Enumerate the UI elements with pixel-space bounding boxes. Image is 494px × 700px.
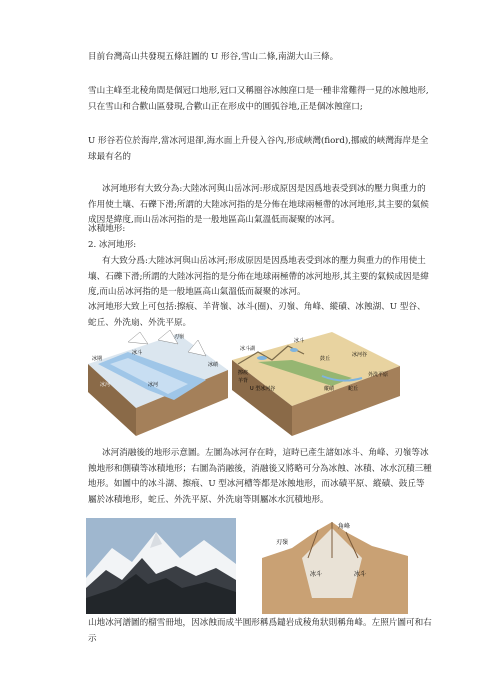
label-r8: 縱磧 — [324, 386, 335, 392]
label-l0: 冰期 — [92, 356, 103, 362]
label-r0: 冰斗湖 — [240, 346, 256, 352]
text-p4: 冰河地形有大致分為:大陸冰河與山岳冰河:形成原因是因爲地表受到冰的壓力與重力的作用使土壤、石礫下滑;所謂的大陸冰河指的是分佈在地球兩極帶的冰河地形,其主要的氣候成因是緯度,而山岳冰河指的是一般地區高山氣溫低而凝聚的冰河。 — [88, 184, 429, 225]
label-d0: 刃嶺 — [276, 539, 289, 546]
glacier-present-diagram — [88, 330, 228, 436]
text-p10: 山地冰河譜圖的榴雪冊地，因冰蝕而成半圓形稱爲鑓岩成稜角狀則稱角峰。左照片圖可和右示 — [88, 618, 432, 644]
label-l2: 刃嶺 — [174, 334, 185, 340]
label-d3: 冰斗 — [354, 571, 367, 578]
text-p8: 冰河地形大致上可包括:擦痕、羊背嶺、冰斗(圈)、刃嶺、角峰、縱磧、冰蝕湖、U 型谷、蛇丘、外洗扇、外洗平原。 — [88, 302, 426, 328]
label-r9: 蛇丘 — [348, 386, 359, 392]
label-l5: 冰河 — [100, 382, 111, 388]
label-r2: 鼓丘 — [320, 356, 331, 362]
label-l4: 冰河 — [148, 382, 159, 388]
text-p5: 冰積地形: — [88, 224, 126, 234]
label-l1: 冰斗 — [132, 350, 143, 356]
text-p7: 有大致分爲:大陸冰河與山岳冰河;形成原因是因爲地表受到冰的壓力與重力的作用使土壤、石礫下滑;所謂的大陸冰河指的是分佈在地球兩極帶的冰河地形,其主要的氣候成因是緯度,而山岳冰河指的是一般地區高山氣溫低而凝聚的冰河。 — [88, 256, 429, 297]
label-d1: 角峰 — [338, 523, 351, 530]
text-p3: U 形谷若位於海岸,當冰河退卻,海水面上升侵入谷內,形成峽灣(fiord),挪威的峽灣海岸是全球最有名的 — [88, 136, 429, 162]
mountain-photo — [86, 518, 236, 614]
label-r5: 擦痕 — [238, 370, 249, 376]
text-p1: 目前台灣高山共發現五條註圖的 U 形谷,雪山二條,南湖大山三條。 — [88, 52, 339, 62]
label-l3: 冰磧 — [208, 362, 219, 368]
text-p2: 雪山主峰至北稜角間是個冠口地形,冠口又稱圈谷冰蝕窪口是一種非常難得一見的冰蝕地形,只在雪山和合歡山區發現,合歡山正在形成中的圓弧谷地,正是個冰蝕窪口; — [88, 86, 429, 112]
label-r7: U 型冰河谷 — [250, 386, 276, 392]
label-d2: 冰斗 — [310, 571, 323, 578]
text-p9: 冰河消融後的地形示意圖。左圖為冰河存在時，這時已產生諸如冰斗、角峰、刃嶺等冰蝕地形和側磧等冰積地形；右圖為消融後，消融後又將略可分為冰蝕、冰積、冰水沉積三種地形。如圖中的冰斗湖、擦痕、U 型冰河槽等都是冰蝕地形，而冰磧平原、縱磧、鼓丘等屬於冰積地形，蛇丘、外洗平原、外洗扇等則屬冰水沉積地形。 — [88, 448, 432, 505]
text-p6: 2. 冰河地形: — [88, 240, 137, 250]
cirque-horn-diagram — [262, 518, 408, 614]
label-r1: 冰斗 — [294, 338, 305, 344]
glacier-after-melt-diagram — [232, 330, 400, 436]
label-r3: 冰河谷 — [352, 352, 368, 358]
label-r6: 羊背 — [238, 378, 249, 384]
label-r4: 外洗平原 — [368, 372, 389, 378]
